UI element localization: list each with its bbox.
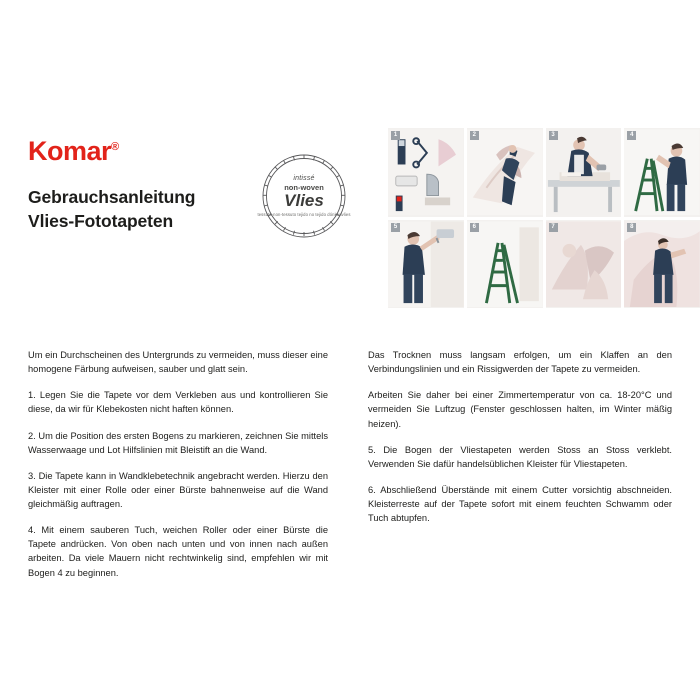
header bbox=[28, 128, 672, 318]
step-5-paragraph: 5. Die Bogen der Vliestapeten werden Stoss an Stoss verklebt. Verwenden Sie dafür handelsüblichen Kleister für Vliestapeten. bbox=[368, 444, 672, 469]
roller-paste-wall-icon bbox=[388, 220, 464, 309]
step-image-6 bbox=[467, 220, 543, 309]
step-image-8 bbox=[624, 220, 700, 309]
page-title-line2: Vlies-Fototapeten bbox=[28, 211, 174, 232]
step-number: 4 bbox=[627, 131, 636, 140]
seal-line1: intissé bbox=[293, 174, 315, 182]
unrolling-wallpaper-icon bbox=[467, 128, 543, 217]
seal-line4: tessuto-non-tessuto tejido no tejido dónkenvlies bbox=[257, 211, 351, 217]
seal-text bbox=[256, 148, 352, 244]
step-image-1 bbox=[388, 128, 464, 217]
step-image-4 bbox=[624, 128, 700, 217]
step-2-paragraph: 2. Um die Position des ersten Bogens zu markieren, zeichnen Sie mittels Wasserwaage und Lot Hilfslinien mit Bleistift an die Wand. bbox=[28, 430, 328, 455]
step-image-5 bbox=[388, 220, 464, 309]
step-3-paragraph: 3. Die Tapete kann in Wandklebetechnik angebracht werden. Hierzu den Kleister mit einer Rolle oder einer Bürste bahnenweise auf die Wand gleichmäßig auftragen. bbox=[28, 470, 328, 509]
step-number: 8 bbox=[627, 223, 636, 232]
step-number: 5 bbox=[391, 223, 400, 232]
instructions-right-column bbox=[368, 348, 672, 525]
drying-paragraph: Das Trocknen muss langsam erfolgen, um ein Klaffen an den Verbindungslinien und ein Rissigwerden der Tapete zu vermeiden. bbox=[368, 350, 672, 375]
page-title bbox=[28, 185, 243, 233]
step-number: 7 bbox=[549, 223, 558, 232]
brand-logo bbox=[28, 138, 119, 165]
smoothing-panel-icon bbox=[546, 220, 622, 309]
tools-tape-scissors-icon bbox=[388, 128, 464, 217]
step-number: 1 bbox=[391, 131, 400, 140]
page-title-line1: Gebrauchsanleitung bbox=[28, 187, 196, 207]
step-image-7 bbox=[546, 220, 622, 309]
brand-block bbox=[28, 138, 243, 233]
instructions-left-column bbox=[28, 348, 328, 580]
pasting-table-icon bbox=[546, 128, 622, 217]
ladder-hanging-sheet-icon bbox=[467, 220, 543, 309]
step-number: 2 bbox=[470, 131, 479, 140]
intro-paragraph: Um ein Durchscheinen des Untergrunds zu vermeiden, muss dieser eine homogene Färbung aufweisen, sauber und glatt sein. bbox=[28, 350, 328, 375]
ladder-applying-icon bbox=[624, 128, 700, 217]
step-6-paragraph: 6. Abschließend Überstände mit einem Cutter vorsichtig abschneiden. Kleisterreste auf der Tapete sofort mit einem feuchten Schwamm oder Tuch abtupfen. bbox=[368, 484, 672, 524]
finished-mural-icon bbox=[624, 220, 700, 309]
step-image-grid bbox=[388, 128, 700, 308]
temperature-paragraph: Arbeiten Sie daher bei einer Zimmertemperatur von ca. 18-20°C und vermeiden Sie Luftzug (Fenster geschlossen halten, im Winter mäßig heizen). bbox=[368, 390, 672, 429]
brand-name: Komar bbox=[28, 136, 112, 166]
step-image-2 bbox=[467, 128, 543, 217]
seal-line3: Vlies bbox=[284, 191, 324, 211]
vlies-seal bbox=[256, 148, 352, 244]
step-number: 6 bbox=[470, 223, 479, 232]
registered-mark: ® bbox=[111, 141, 119, 153]
step-number: 3 bbox=[549, 131, 558, 140]
step-image-3 bbox=[546, 128, 622, 217]
step-1-paragraph: 1. Legen Sie die Tapete vor dem Verkleben aus und kontrollieren Sie diese, da wir für Klebekosten nicht haften können. bbox=[28, 390, 328, 415]
step-4-paragraph: 4. Mit einem sauberen Tuch, weichen Roller oder einer Bürste die Tapete andrücken. Von oben nach unten und von innen nach außen arbeiten. Da viele Mauern nicht rechtwinkelig sind, empfehlen wir mit Bogen 4 zu beginnen. bbox=[28, 525, 328, 578]
seal-line2: non-woven bbox=[284, 182, 324, 192]
